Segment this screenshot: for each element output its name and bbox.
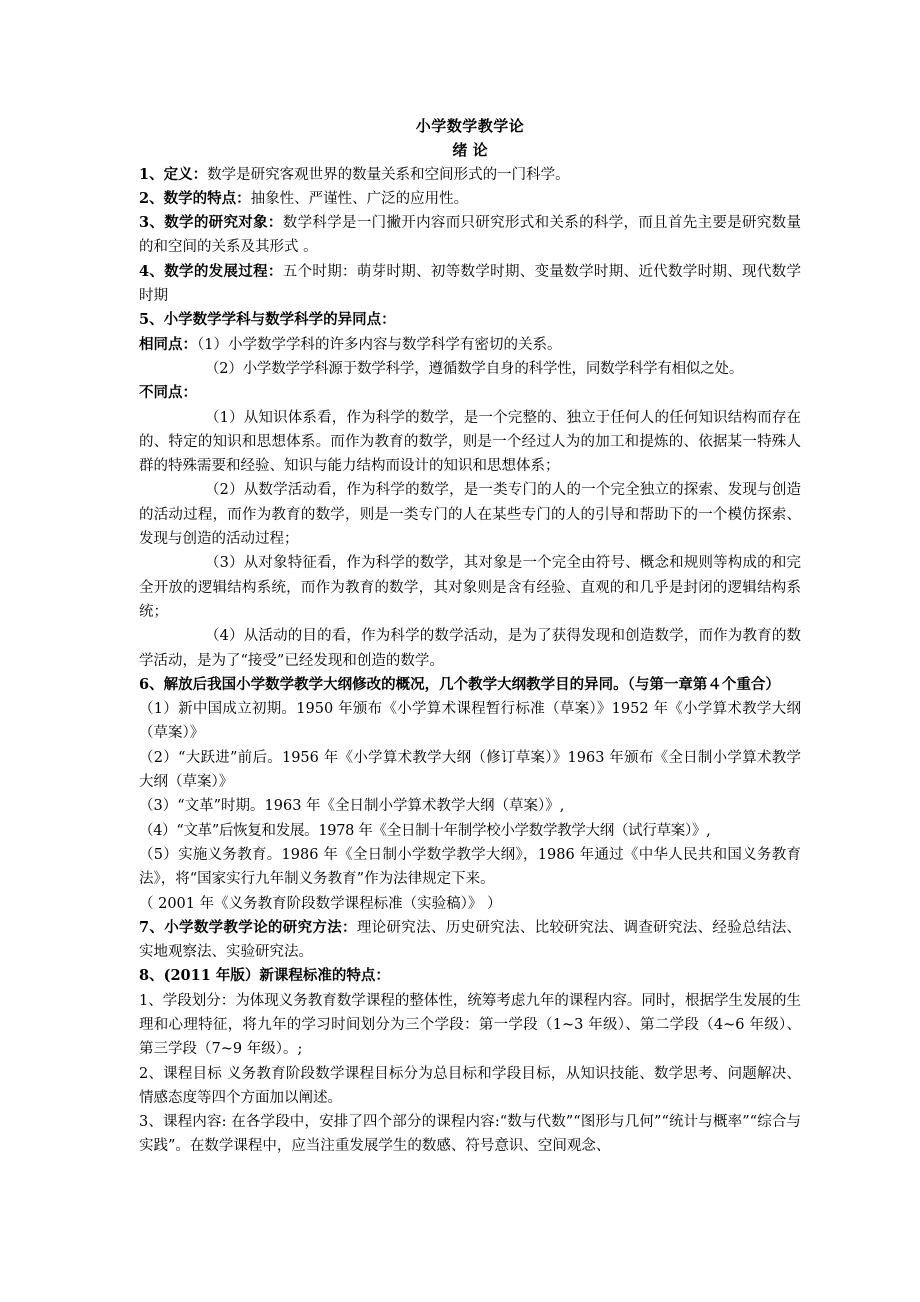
item6-entry-2: （2）“大跃进”前后。1956 年《小学算术教学大纲（修订草案）》1963 年颁布《全日制小学算术教学大纲（草案）》 [139, 749, 801, 791]
section-title: 绪 论 [452, 141, 488, 160]
item-definition [139, 163, 801, 187]
same-points-2: （2）小学数学学科源于数学科学，遵循数学自身的科学性，同数学科学有相似之处。 [205, 360, 744, 377]
item7-label: 7、小学数学教学论的研究方法： [139, 918, 357, 936]
item-label: 2、数学的特点： [139, 189, 251, 207]
item-text: 五个时期：萌芽时期、初等数学时期、变量数学时期、近代数学时期、现代数学时期 [139, 263, 801, 305]
item-research-object [139, 211, 801, 260]
diff-point-4: （4）从活动的目的看，作为科学的数学活动，是为了获得发现和创造数学，而作为教育的数学活动，是为了“接受”已经发现和创造的数学。 [139, 628, 801, 669]
item8-entry-3: 3、课程内容: 在各学段中，安排了四个部分的课程内容:“数与代数”“图形与几何”“统计与概率”“综合与实践”。在数学课程中，应当注重发展学生的数感、符号意识、空间观念、 [139, 1114, 801, 1155]
item-label: 3、数学的研究对象： [139, 214, 283, 232]
item6-heading: 6、解放后我国小学数学教学大纲修改的概况，几个教学大纲教学目的异同。（与第一章第４个重合） [139, 675, 780, 693]
item-text: 抽象性、严谨性、广泛的应用性。 [250, 190, 469, 207]
item7 [139, 916, 801, 965]
item6-entry-1: （1）新中国成立初期。1950 年颁布《小学算术课程暂行标准（草案）》1952 年《小学算术教学大纲（草案）》 [139, 701, 801, 742]
item7-text: 理论研究法、历史研究法、比较研究法、调查研究法、经验总结法、实地观察法、实验研究法。 [139, 919, 802, 961]
item5-heading: 5、小学数学学科与数学科学的异同点： [139, 311, 396, 329]
item-features [139, 187, 801, 211]
diff-label: 不同点： [139, 384, 197, 402]
diff-point-2: （2）从数学活动看，作为科学的数学，是一类专门的人的一个完全独立的探索、发现与创造的活动过程，而作为教育的数学，则是一类专门的人在某些专门的人的引导和帮助下的一个模仿探索、发现与创造的活动过程； [139, 482, 801, 548]
item6-entry-4: （4）“文革”后恢复和发展。1978 年《全日制十年制学校小学数学教学大纲（试行草案）》, [139, 822, 711, 839]
item-label: 4、数学的发展过程： [139, 262, 283, 280]
same-text-1: （1）小学数学学科的许多内容与数学科学有密切的关系。 [197, 336, 562, 353]
item-text: 数学是研究客观世界的数量关系和空间形式的一门科学。 [207, 166, 570, 183]
item6-entry-3: （3）“文革”时期。1963 年《全日制小学算术教学大纲（草案）》, [139, 798, 565, 815]
diff-point-3: （3）从对象特征看，作为科学的数学，其对象是一个完全由符号、概念和规则等构成的和完全开放的逻辑结构系统，而作为教育的数学，其对象则是含有经验、直观的和几乎是封闭的逻辑结构系统； [139, 555, 801, 620]
document-title: 小学数学教学论 [415, 117, 525, 135]
item6-entry-5: （5）实施义务教育。1986 年《全日制小学数学教学大纲》，1986 年通过《中华人民共和国义务教育法》，将“国家实行九年制义务教育”作为法律规定下来。 [139, 846, 801, 888]
item8-entry-1: 1、学段划分：为体现义务教育数学课程的整体性，统筹考虑九年的课程内容。同时，根据学生发展的生理和心理特征，将九年的学习时间划分为三个学段：第一学段（1~3 年级）、第二学段（4~6 年级）、第三学段（7~9 年级）。; [139, 992, 801, 1058]
item8-heading: 8、(2011 年版）新课程标准的特点： [139, 967, 390, 985]
same-points-1 [139, 333, 801, 357]
same-label: 相同点： [139, 335, 197, 353]
item-text: 数学科学是一门撇开内容而只研究形式和关系的科学，而且首先主要是研究数量的和空间的关系及其形式 。 [139, 215, 801, 256]
item8-entry-2: 2、课程目标 义务教育阶段数学课程目标分为总目标和学段目标，从知识技能、数学思考、问题解决、情感态度等四个方面加以阐述。 [139, 1065, 801, 1106]
item-development [139, 260, 801, 309]
document-body [139, 114, 801, 1159]
item-label: 1、定义： [139, 165, 208, 183]
item6-entry-6: （ 2001 年《义务教育阶段数学课程标准（实验稿）》 ） [139, 895, 502, 912]
diff-point-1: （1）从知识体系看，作为科学的数学，是一个完整的、独立于任何人的任何知识结构而存在的、特定的知识和思想体系。而作为教育的数学，则是一个经过人为的加工和提炼的、依据某一特殊人群的特殊需要和经验、知识与能力结构而设计的知识和思想体系； [139, 409, 801, 475]
